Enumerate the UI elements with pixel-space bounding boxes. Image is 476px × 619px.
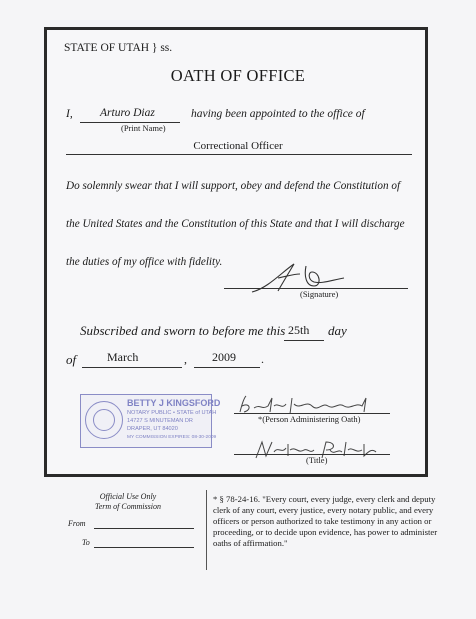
notary-stamp xyxy=(80,394,221,448)
date-period: . xyxy=(261,352,264,366)
stamp-line-2: NOTARY PUBLIC • STATE of UTAH xyxy=(127,410,217,416)
stamp-line-4: DRAPER, UT 84020 xyxy=(127,426,178,432)
day-underline xyxy=(284,340,324,341)
statute-text: * § 78-24-16. "Every court, every judge, every clerk and deputy clerk of any court, every justice, every notary public, and every officers or person authorized to take testimony in any action or proceeding, or to decide upon evidence, has power to administer oaths of affirmation." xyxy=(213,494,438,548)
stamp-line-5: MY COMMISSION EXPIRES: 08-30-2009 xyxy=(127,435,217,440)
stamp-line-3: 14727 S MINUTEMAN DR xyxy=(127,418,193,424)
term-of-commission-heading: Term of Commission xyxy=(95,502,161,511)
signature-label: (Signature) xyxy=(300,289,339,299)
year-underline xyxy=(194,367,260,368)
to-label: To xyxy=(82,538,90,547)
state-of-utah-header: STATE OF UTAH } ss. xyxy=(64,42,173,54)
footer-divider xyxy=(206,490,207,570)
of-word: of xyxy=(66,352,77,367)
stamp-notary-name: BETTY J KINGSFORD xyxy=(127,398,221,408)
day-word: day xyxy=(328,323,347,338)
date-comma: , xyxy=(184,352,187,366)
oath-prefix: I, xyxy=(66,108,73,120)
page-title: OATH OF OFFICE xyxy=(170,66,306,85)
oath-line-1: Do solemnly swear that I will support, obey and defend the Constitution of xyxy=(66,180,401,192)
sworn-day: 25th xyxy=(288,323,310,337)
sworn-text: Subscribed and sworn to before me this xyxy=(80,323,286,338)
administering-label: *(Person Administering Oath) xyxy=(258,414,361,424)
oath-line-2: the United States and the Constitution of this State and that I will discharge xyxy=(66,218,405,230)
appointed-text: having been appointed to the office of xyxy=(191,108,365,120)
sworn-year: 2009 xyxy=(212,350,236,364)
print-name-label: (Print Name) xyxy=(121,123,166,133)
notary-seal-icon xyxy=(85,401,123,439)
sworn-month: March xyxy=(107,350,139,364)
to-field xyxy=(94,547,194,548)
official-use-heading: Official Use Only xyxy=(99,492,157,501)
office-underline xyxy=(66,154,412,155)
title-label: (Title) xyxy=(306,455,328,465)
month-underline xyxy=(82,367,182,368)
appointee-name: Arturo Diaz xyxy=(100,107,155,119)
office-title: Correctional Officer xyxy=(193,140,283,152)
from-field xyxy=(94,528,194,529)
from-label: From xyxy=(68,519,86,528)
oath-line-3: the duties of my office with fidelity. xyxy=(66,256,223,268)
